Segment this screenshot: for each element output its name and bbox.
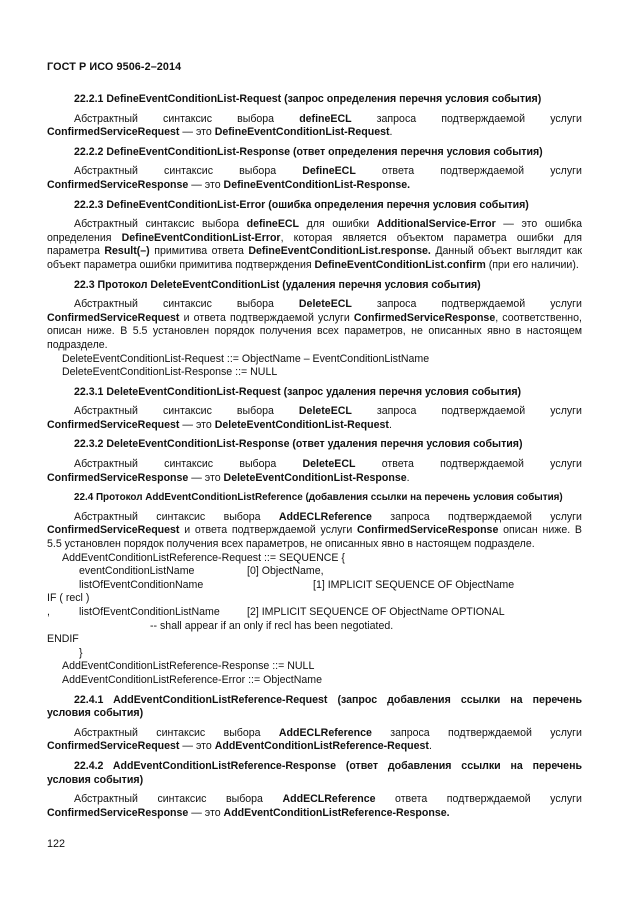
section-heading-22-4-1: 22.4.1 AddEventConditionListReference-Request (запрос добавления ссылки на перечень условия события) <box>47 693 582 720</box>
justified-line: Абстрактный синтаксис выбора AddECLReference запроса подтверждаемой услуги <box>74 510 582 523</box>
paragraph: Абстрактный синтаксис выбора defineECL для ошибки AdditionalService-Error — это ошибка определения DefineEventConditionList-Error, которая является объектом параметра ошибки для параметра Result(–) примитива ответа DefineEventConditionList.response. Данный объект выглядит как объект параметра ошибки примитива подтверждения DefineEventConditionList.confirm (при его наличии). <box>47 218 583 271</box>
paragraph-line: ConfirmedServiceResponse — это DeleteEventConditionList-Response. <box>47 471 410 484</box>
keyword: DefineECL <box>302 165 356 178</box>
keyword: AddECLReference <box>278 510 372 523</box>
word: выбора <box>237 112 275 125</box>
justified-line <box>47 113 582 127</box>
section-heading-22-3: 22.3 Протокол DeleteEventConditionList (удаления перечня условия события) <box>74 278 481 291</box>
document-body <box>47 93 582 820</box>
keyword: DeleteECL <box>298 405 352 418</box>
document-header: ГОСТ Р ИСО 9506-2–2014 <box>47 61 182 73</box>
keyword: DeleteECL <box>298 298 352 311</box>
section-heading-22-4: 22.4 Протокол AddEventConditionListReference (добавления ссылки на перечень условия события) <box>74 492 563 504</box>
justified-line: Абстрактный синтаксис выбора AddECLReference запроса подтверждаемой услуги <box>74 726 582 739</box>
section-heading-22-2-2: 22.2.2 DefineEventConditionList-Response (ответ определения перечня условия события) <box>74 145 543 158</box>
paragraph-line: ConfirmedServiceRequest — это DeleteEventConditionList-Request. <box>47 418 392 431</box>
asn1-code-block: AddEventConditionListReference-Request ::= SEQUENCE { eventConditionListName [0] ObjectName, listOfEventConditionName [1] IMPLICIT SEQUENCE OF ObjectName IF ( recl ) , listOfEventConditionListName [2] IMPLICIT SEQUENCE OF ObjectName OPTIONAL -- shall appear if an only if recl has been negotiated. ENDIF } AddEventConditionListReference-Response ::= NULL AddEventConditionListReference-Error ::= ObjectName <box>47 551 515 686</box>
keyword: AddECLReference <box>282 793 376 806</box>
paragraph-line: ConfirmedServiceResponse — это DefineEventConditionList-Response. <box>47 178 411 191</box>
paragraph-line: ConfirmedServiceRequest — это DefineEventConditionList-Request. <box>47 126 393 139</box>
section-heading-22-2-3: 22.2.3 DefineEventConditionList-Error (ошибка определения перечня условия события) <box>74 198 529 211</box>
word: запроса <box>376 112 417 125</box>
paragraph-line: ConfirmedServiceRequest — это AddEventConditionListReference-Request. <box>47 740 432 753</box>
word: синтаксис <box>163 112 212 125</box>
justified-line: Абстрактный синтаксис выбора AddECLReference ответа подтверждаемой услуги <box>74 793 582 806</box>
asn1-code-block: DeleteEventConditionList-Request ::= ObjectName – EventConditionListName DeleteEventConditionList-Response ::= NULL <box>62 352 430 379</box>
section-heading-22-3-2: 22.3.2 DeleteEventConditionList-Response (ответ удаления перечня условия события) <box>74 438 523 451</box>
keyword: defineECL <box>299 112 352 125</box>
justified-line: Абстрактный синтаксис выбора DefineECL ответа подтверждаемой услуги <box>74 165 582 178</box>
paragraph-line: ConfirmedServiceResponse — это AddEventConditionListReference-Response. <box>47 806 450 819</box>
paragraph: ConfirmedServiceRequest и ответа подтверждаемой услуги ConfirmedServiceResponse, соответственно, описан ниже. В 5.5 установлен порядок получения всех параметров, не описанных явно в настоящем подразделе. <box>47 311 582 351</box>
page-number: 122 <box>47 838 66 850</box>
keyword: DeleteECL <box>302 458 356 471</box>
section-heading-22-3-1: 22.3.1 DeleteEventConditionList-Request (запрос удаления перечня условия события) <box>74 385 522 398</box>
section-heading-22-2-1: 22.2.1 DefineEventConditionList-Request (запрос определения перечня условия события) <box>74 93 542 105</box>
paragraph: ConfirmedServiceRequest и ответа подтверждаемой услуги ConfirmedServiceResponse описан ниже. В 5.5 установлен порядок получения всех параметров, не описанных явно в настоящем подразделе. <box>47 524 582 551</box>
justified-line: Абстрактный синтаксис выбора DeleteECL запроса подтверждаемой услуги <box>74 405 582 418</box>
word: услуги <box>550 112 582 125</box>
keyword: AddECLReference <box>278 726 372 739</box>
section-heading-22-4-2: 22.4.2 AddEventConditionListReference-Response (ответ добавления ссылки на перечень условия события) <box>47 759 582 786</box>
justified-line: Абстрактный синтаксис выбора DeleteECL запроса подтверждаемой услуги <box>74 298 582 311</box>
justified-line: Абстрактный синтаксис выбора DeleteECL ответа подтверждаемой услуги <box>74 458 582 471</box>
word: Абстрактный <box>74 112 138 125</box>
word: подтверждаемой <box>441 112 526 125</box>
